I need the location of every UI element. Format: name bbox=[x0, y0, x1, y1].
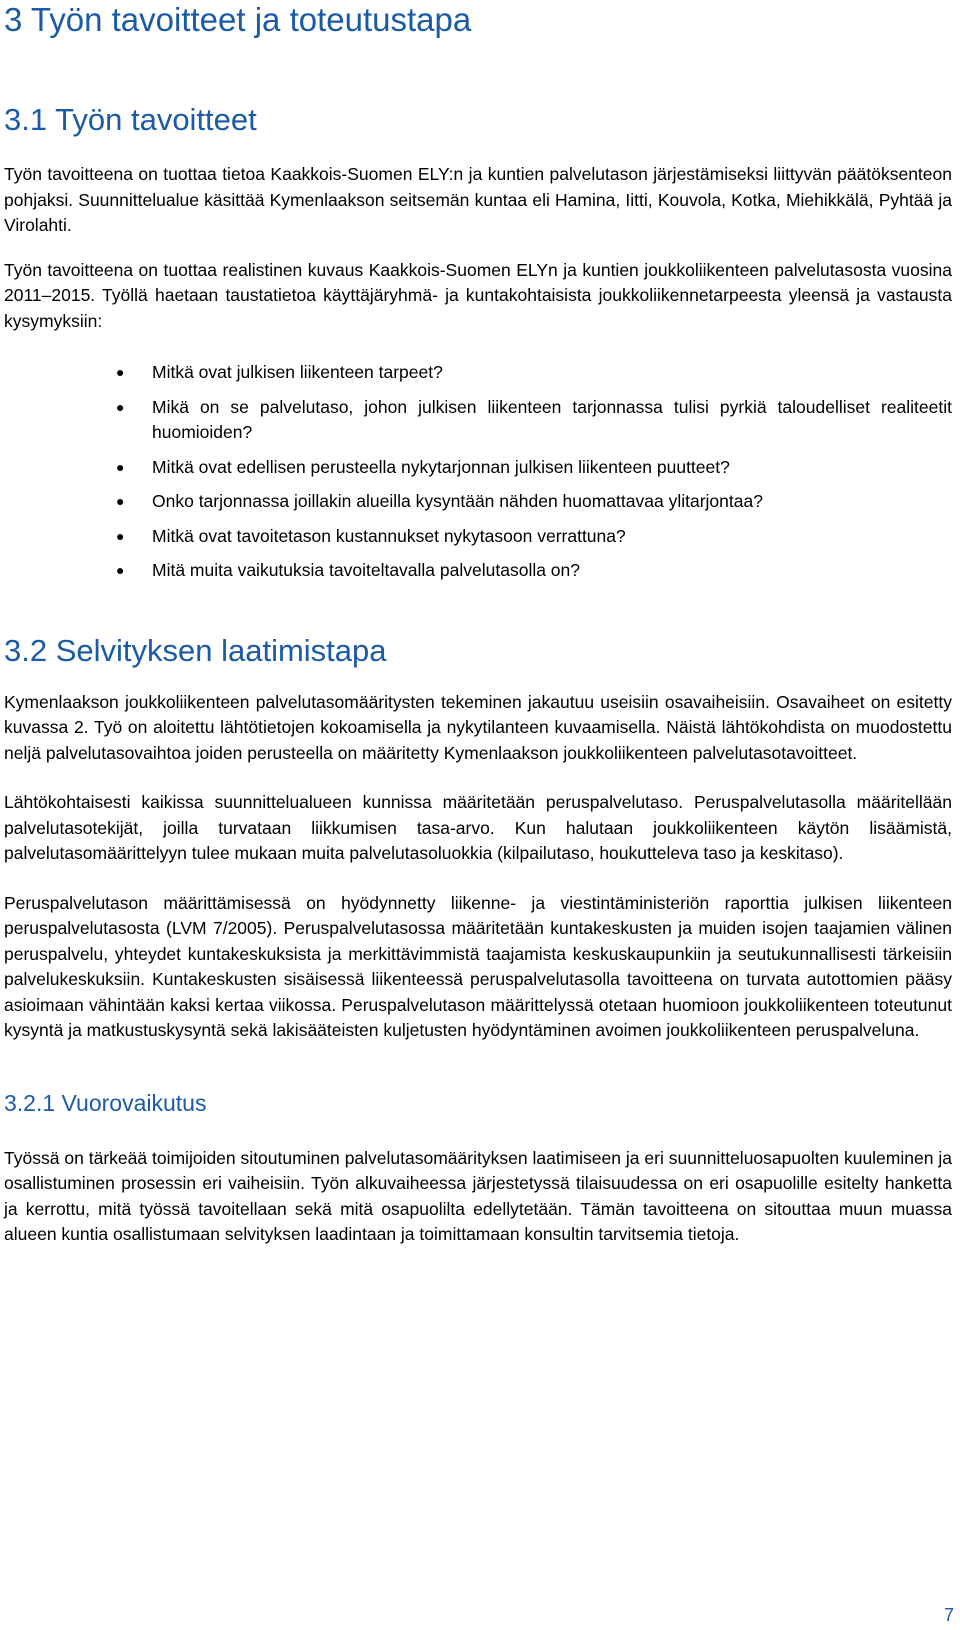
section-3-2-1-paragraph-1: Työssä on tärkeää toimijoiden sitoutuminen palvelutasomäärityksen laatimiseen ja eri suunnitteluosapuolten kuuleminen ja osallistuminen prosessin eri vaiheisiin. Työn alkuvaiheessa järjestetyssä tilaisuudessa on eri osapuolille esitelty hanketta ja kerrottu, mitä työssä tavoitellaan sekä mitä osapuolilta edellytetään. Tämän tavoitteena on sitouttaa muun muassa alueen kuntia osallistumaan selvityksen laadintaan ja toimittamaan konsultin tarvitsemia tietoja. bbox=[4, 1147, 952, 1244]
section-3-2-paragraph-3: Peruspalvelutason määrittämisessä on hyödynnetty liikenne- ja viestintäministeriön raporttia julkisen liikenteen peruspalvelutasosta (LVM 7/2005). Peruspalvelutasossa määritetään kuntakeskusten ja muiden isojen taajamien välinen peruspalvelu, yhteydet kuntakeskuksista ja merkittävimmistä taajamista keskuskaupunkiin ja seutukunnallisesti tärkeisiin palvelukeskuksiin. Kuntakeskusten sisäisessä liikenteessä peruspalvelutasolla tavoitteena on turvata autottomien pääsy asioimaan vähintään kaksi kertaa viikossa. Peruspalvelutason määrittelyssä otetaan huomioon joukkoliikenteen toteutunut kysyntä ja matkustuskysyntä sekä lakisääteisten kuljetusten hyödyntäminen avoimen joukkoliikenteen peruspalveluna. bbox=[4, 892, 952, 1040]
list-item: ● Mikä on se palvelutaso, johon julkisen liikenteen tarjonnassa tulisi pyrkiä taloudelliset realiteetit huomioiden? bbox=[116, 396, 952, 442]
section-3-1-paragraph-1: Työn tavoitteena on tuottaa tietoa Kaakkois-Suomen ELY:n ja kuntien palvelutason järjestämiseksi liittyvän päätöksenteon pohjaksi. Suunnittelualue käsittää Kymenlaakson seitsemän kuntaa eli Hamina, Iitti, Kouvola, Kotka, Miehikkälä, Pyhtää ja Virolahti. bbox=[4, 164, 952, 235]
section-3-1-paragraph-2: Työn tavoitteena on tuottaa realistinen kuvaus Kaakkois-Suomen ELYn ja kuntien joukkoliikenteen palvelutasosta vuosina 2011–2015. Työllä haetaan taustatietoa käyttäjäryhmä- ja kuntakohtaisista joukkoliikennetarpeesta yleensä ja vastausta kysymyksiin: bbox=[4, 259, 952, 331]
list-item: ● Mitä muita vaikutuksia tavoiteltavalla palvelutasolla on? bbox=[4, 558, 952, 584]
bullet-icon: ● bbox=[116, 493, 125, 509]
page-number: 7 bbox=[943, 1605, 954, 1625]
section-heading-3-1: 3.1 Työn tavoitteet bbox=[4, 102, 257, 137]
list-item: ● Mitkä ovat julkisen liikenteen tarpeet? bbox=[4, 360, 952, 386]
document-page bbox=[4, 0, 952, 1248]
section-3-2-paragraph-2: Lähtökohtaisesti kaikissa suunnittelualueen kunnissa määritetään peruspalvelutaso. Peruspalvelutasolla määritellään palvelutasotekijät, joilla turvataan liikkumisen tasa-arvo. Kun halutaan joukkoliikenteen käytön lisäämistä, palvelutasomäärittelyyn tulee mukaan muita palvelutasoluokkia (kilpailutaso, houkutteleva taso ja keskitaso). bbox=[4, 792, 952, 863]
list-item: ● Mitkä ovat tavoitetason kustannukset nykytasoon verrattuna? bbox=[4, 524, 952, 550]
list-item: ● Onko tarjonnassa joillakin alueilla kysyntään nähden huomattavaa ylitarjontaa? bbox=[4, 489, 952, 515]
bullet-icon: ● bbox=[116, 364, 125, 380]
chapter-heading: 3 Työn tavoitteet ja toteutustapa bbox=[4, 1, 472, 38]
questions-list bbox=[4, 360, 952, 584]
section-3-2-paragraph-1: Kymenlaakson joukkoliikenteen palvelutasomääritysten tekeminen jakautuu useisiin osavaiheisiin. Osavaiheet on esitetty kuvassa 2. Työ on aloitettu lähtötietojen kokoamisella ja nykytilanteen kuvaamisella. Näistä lähtökohdista on muodostettu neljä palvelutasovaihtoa joiden perusteella on määritetty Kymenlaakson joukkoliikenteen palvelutasotavoitteet. bbox=[4, 691, 952, 763]
bullet-icon: ● bbox=[116, 562, 125, 578]
bullet-icon: ● bbox=[116, 458, 125, 475]
section-heading-3-2-1: 3.2.1 Vuorovaikutus bbox=[4, 1089, 207, 1116]
list-item: ● Mitkä ovat edellisen perusteella nykytarjonnan julkisen liikenteen puutteet? bbox=[4, 455, 952, 481]
section-heading-3-2: 3.2 Selvityksen laatimistapa bbox=[4, 632, 387, 668]
bullet-icon: ● bbox=[116, 527, 125, 544]
bullet-icon: ● bbox=[116, 398, 125, 415]
